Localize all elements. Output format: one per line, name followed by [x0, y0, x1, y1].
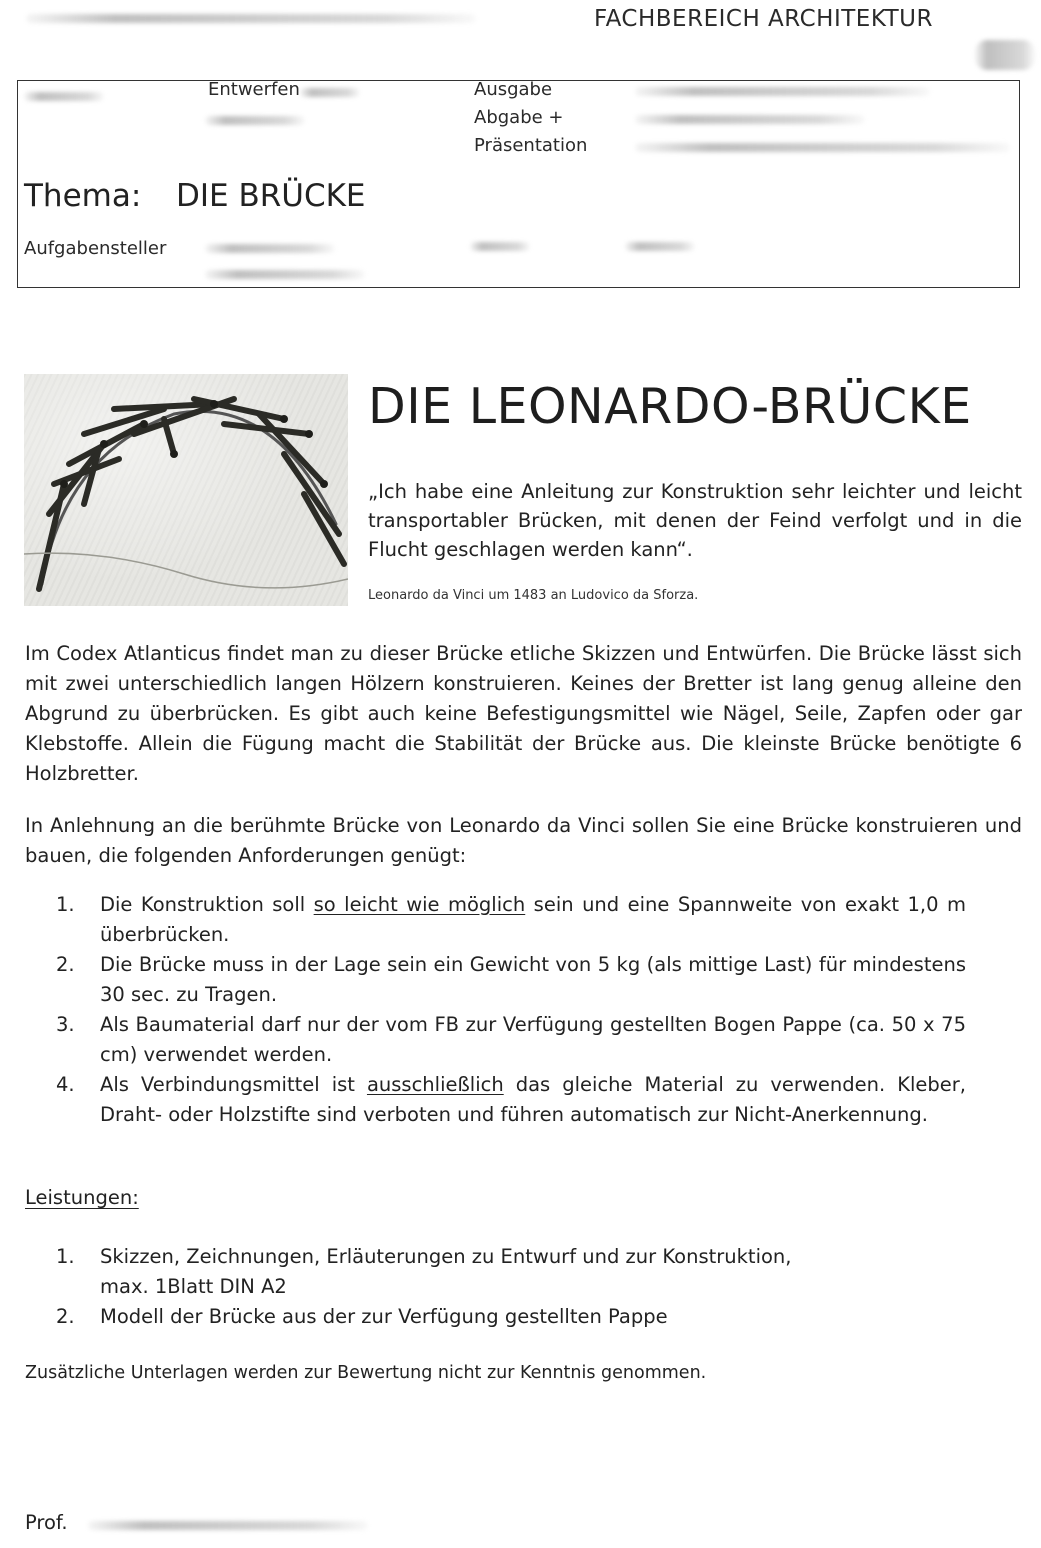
redacted-text	[88, 1521, 368, 1530]
emphasis-text: ausschließlich	[366, 1073, 504, 1096]
list-text: max. 1Blatt DIN A2	[100, 1275, 287, 1298]
section-title: DIE LEONARDO-BRÜCKE	[368, 378, 972, 435]
redacted-text	[470, 242, 530, 251]
quote-source: Leonardo da Vinci um 1483 an Ludovico da Sforza.	[368, 588, 699, 603]
list-item	[56, 890, 966, 950]
list-text: Als Verbindungsmittel ist	[100, 1073, 367, 1096]
task-paragraph: In Anlehnung an die berühmte Brücke von Leonardo da Vinci sollen Sie eine Brücke konstruieren und bauen, die folgenden Anforderungen genügt:	[25, 814, 1022, 867]
list-item	[56, 1302, 966, 1332]
leonardo-quote: „Ich habe eine Anleitung zur Konstruktion sehr leichter und leicht transportabler Brücken, mit denen der Feind verfolgt und in die Flucht geschlagen werden kann“.	[368, 480, 1022, 561]
redacted-text	[635, 87, 930, 96]
list-item	[56, 1070, 966, 1130]
list-number: 1.	[56, 893, 75, 916]
list-number: 1.	[56, 1245, 75, 1268]
bridge-photo	[24, 374, 348, 606]
presentation-label: Präsentation	[474, 135, 588, 156]
redacted-text	[635, 115, 865, 124]
list-number: 3.	[56, 1013, 75, 1036]
bridge-drawing	[24, 374, 348, 606]
redacted-text	[635, 143, 1010, 152]
list-text: Als Baumaterial darf nur der vom FB zur Verfügung gestellten Bogen Pappe (ca. 50 x 75 cm) verwendet werden.	[100, 1013, 966, 1066]
footer-note: Zusätzliche Unterlagen werden zur Bewertung nicht zur Kenntnis genommen.	[25, 1363, 707, 1383]
issue-date-label: Ausgabe	[474, 79, 553, 100]
codex-paragraph: Im Codex Atlanticus findet man zu dieser Brücke etliche Skizzen und Entwürfen. Die Brücke lässt sich mit zwei unterschiedlich langen Hölzern konstruieren. Keines der Bretter ist lang genug alleine den Abgrund zu überbrücken. Es gibt auch keine Befestigungsmittel wie Nägel, Seile, Zapfen oder gar Klebstoffe. Allein die Fügung macht die Stabilität der Brücke aus. Die kleinste Brücke benötigte 6 Holzbretter.	[25, 642, 1022, 785]
list-text: Skizzen, Zeichnungen, Erläuterungen zu Entwurf und zur Konstruktion,	[100, 1245, 792, 1268]
department-label: FACHBEREICH ARCHITEKTUR	[593, 6, 933, 32]
list-number: 4.	[56, 1073, 75, 1096]
submission-label: Abgabe +	[474, 107, 564, 128]
redacted-text	[205, 116, 305, 125]
list-number: 2.	[56, 1305, 75, 1328]
list-text: Modell der Brücke aus der zur Verfügung gestellten Pappe	[100, 1305, 668, 1328]
topic-value: DIE BRÜCKE	[176, 178, 366, 214]
topic-label: Thema:	[24, 178, 142, 214]
assigner-label: Aufgabensteller	[24, 238, 167, 259]
list-item	[56, 950, 966, 1010]
deliverables-list	[56, 1242, 966, 1332]
deliverables-heading: Leistungen:	[25, 1186, 139, 1209]
redacted-text	[26, 14, 476, 23]
redacted-text	[625, 242, 695, 251]
redacted-text	[205, 244, 335, 253]
redacted-text	[205, 270, 365, 279]
redacted-mark	[975, 40, 1035, 70]
redacted-text	[24, 92, 104, 101]
list-text: das gleiche Material zu verwenden. Kleber, Draht- oder Holzstifte sind verboten und führen automatisch zur Nicht-Anerkennung.	[100, 1073, 966, 1126]
course-label: Entwerfen	[208, 79, 300, 100]
list-item	[56, 1010, 966, 1070]
list-item	[56, 1242, 966, 1302]
emphasis-text: so leicht wie möglich	[313, 893, 526, 916]
list-text: Die Konstruktion soll	[100, 893, 314, 916]
signature-label: Prof.	[25, 1511, 68, 1534]
list-number: 2.	[56, 953, 75, 976]
redacted-text	[300, 88, 360, 97]
list-text: sein und eine Spannweite von exakt 1,0 m überbrücken.	[100, 893, 966, 946]
requirements-list	[56, 890, 966, 1130]
list-text: Die Brücke muss in der Lage sein ein Gewicht von 5 kg (als mittige Last) für mindestens 30 sec. zu Tragen.	[100, 953, 966, 1006]
